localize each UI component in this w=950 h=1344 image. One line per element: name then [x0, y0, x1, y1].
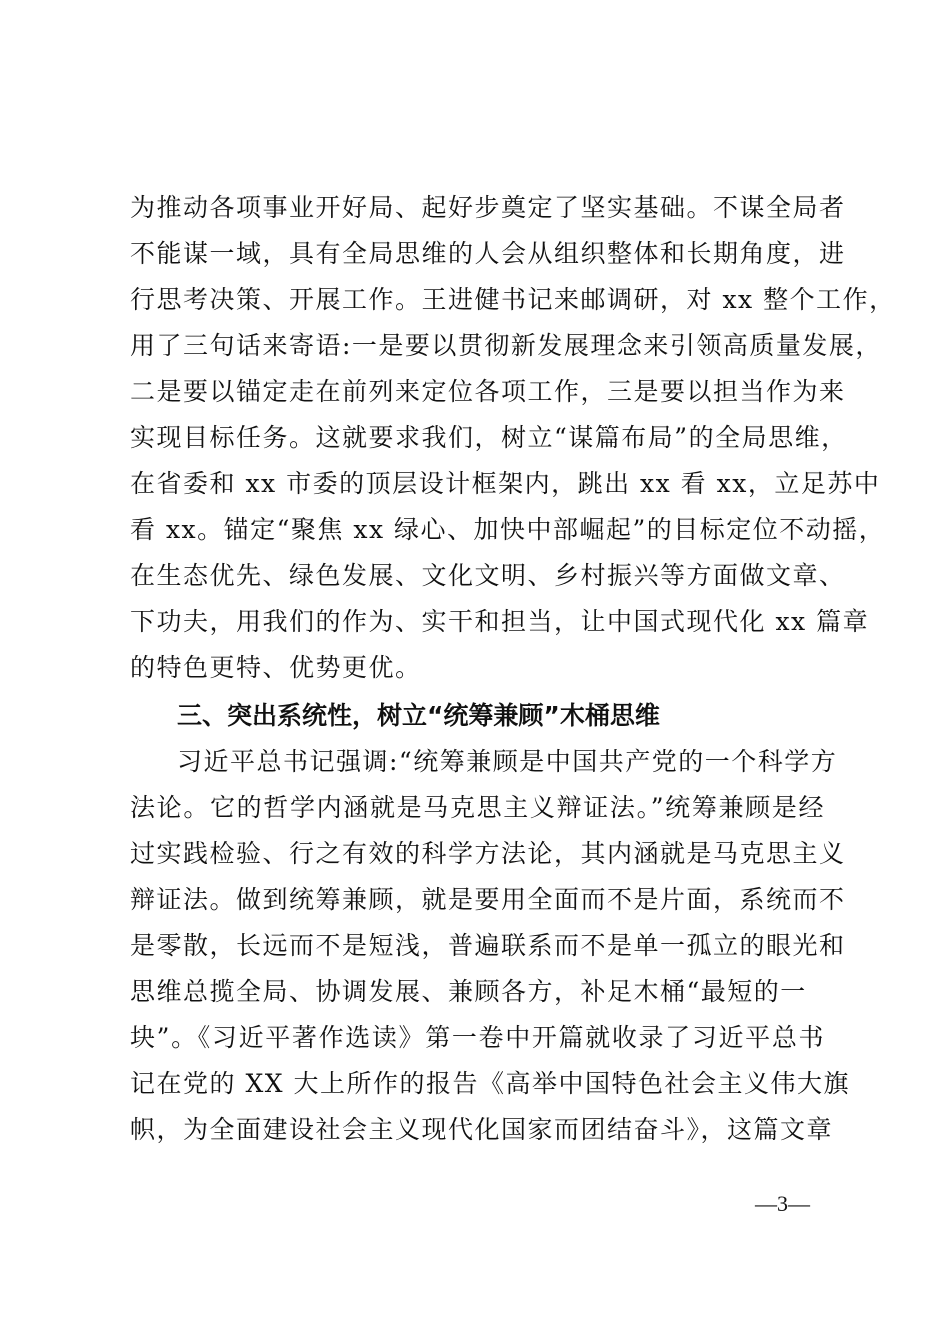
- body-text-line: 是零散，长远而不是短浅，普遍联系而不是单一孤立的眼光和: [130, 931, 846, 960]
- body-text-line: 二是要以锚定走在前列来定位各项工作，三是要以担当作为来: [130, 377, 846, 406]
- body-text-line: 过实践检验、行之有效的科学方法论，其内涵就是马克思主义: [130, 839, 846, 868]
- body-text-line: 在生态优先、绿色发展、文化文明、乡村振兴等方面做文章、: [130, 561, 846, 590]
- body-text-line: 辩证法。做到统筹兼顾，就是要用全面而不是片面，系统而不: [130, 885, 846, 914]
- section-heading: 三、突出系统性，树立“统筹兼顾”木桶思维: [177, 701, 660, 730]
- body-text-line: 实现目标任务。这就要求我们，树立“谋篇布局”的全局思维，: [130, 423, 848, 452]
- body-text-line: 的特色更特、优势更优。: [130, 653, 422, 682]
- body-text-line: 用了三句话来寄语:一是要以贯彻新发展理念来引领高质量发展，: [130, 331, 882, 360]
- body-text-line: 不能谋一域，具有全局思维的人会从组织整体和长期角度，进: [130, 239, 846, 268]
- body-text-line: 行思考决策、开展工作。王进健书记来邮调研，对 xx 整个工作，: [130, 285, 896, 314]
- body-text-line: 在省委和 xx 市委的顶层设计框架内，跳出 xx 看 xx，立足苏中: [130, 469, 881, 498]
- body-text-line: 块”。《习近平著作选读》第一卷中开篇就收录了习近平总书: [130, 1023, 825, 1052]
- body-text-line: 习近平总书记强调:“统筹兼顾是中国共产党的一个科学方: [177, 747, 838, 776]
- body-text-line: 下功夫，用我们的作为、实干和担当，让中国式现代化 xx 篇章: [130, 607, 870, 636]
- body-text-line: 帜，为全面建设社会主义现代化国家而团结奋斗》，这篇文章: [130, 1115, 834, 1144]
- body-text-line: 思维总揽全局、协调发展、兼顾各方，补足木桶“最短的一: [130, 977, 807, 1006]
- body-text-line: 为推动各项事业开好局、起好步奠定了坚实基础。不谋全局者: [130, 193, 846, 222]
- body-text-line: 看 xx。锚定“聚焦 xx 绿心、加快中部崛起”的目标定位不动摇，: [130, 515, 886, 544]
- page-number: —3—: [755, 1191, 810, 1216]
- body-text-line: 法论。它的哲学内涵就是马克思主义辩证法。”统筹兼顾是经: [130, 793, 825, 822]
- body-text-line: 记在党的 XX 大上所作的报告《高举中国特色社会主义伟大旗: [130, 1069, 850, 1098]
